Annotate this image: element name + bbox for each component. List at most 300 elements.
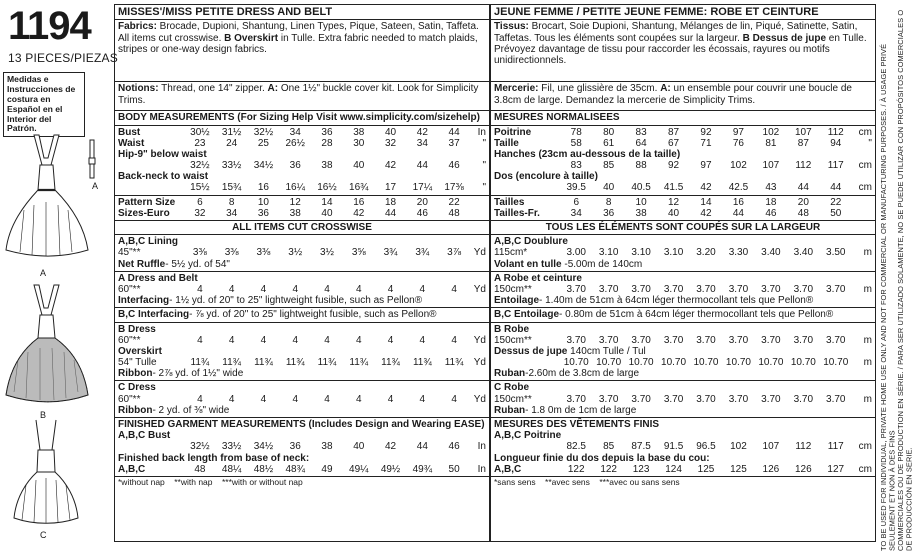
tailles-value: 8 [605, 196, 612, 208]
legal-notice: TO BE USED FOR INDIVIDUAL, PRIVATE HOME USE ONLY AND NOT FOR COMMERCIAL OR MANUFACTURING PURPOSES. / À USAGE PRIVÉ SEULEMENT ET NON À DES FINS COMMERCIALES OU DE PRODUCTION EN SÉRIE. / PARA SER UTILIZADO SOLAMENTE, NO SE PUEDE UTILIZAR CON PROPÓSITOS COMERCIALES O DE PRODUCCIÓN EN SERIE. [879, 9, 914, 551]
divider-line [115, 220, 489, 221]
b-dress-row-value: 4 [387, 334, 394, 346]
hanches-value: 97 [700, 160, 712, 172]
sizes-euro-value: 46 [416, 207, 428, 219]
abc-bust-row-label [118, 441, 184, 452]
abc-bust-row-unit: In [477, 441, 486, 453]
bust-value: 32½ [253, 126, 274, 138]
b-robe-row-value: 3.70 [826, 334, 846, 346]
back-value: 17¼ [412, 182, 433, 194]
abc-poitrine: A,B,C Poitrine [494, 430, 562, 442]
divider-line [491, 195, 875, 196]
hanches-value: 83 [570, 160, 582, 172]
hanches-value: 88 [635, 160, 647, 172]
tailles-value: 16 [732, 196, 744, 208]
dos-value: 40 [603, 182, 615, 194]
abc-lining-row-unit: Yd [473, 247, 486, 259]
abc-doublure-row-value: 3.50 [826, 247, 846, 259]
waist-value: 32 [384, 137, 397, 149]
view-c-dress-sketch [14, 420, 78, 523]
a-robe-row-value: 3.70 [826, 283, 846, 295]
c-robe-row-value: 3.70 [663, 393, 684, 405]
c-dress-row-value: 4 [419, 393, 426, 405]
b-dress-row-value: 4 [355, 334, 362, 346]
dos-value: 39.5 [566, 182, 586, 194]
divider-line [115, 307, 489, 308]
volant-label: Volant en tulle [494, 258, 562, 270]
a-dress-row-value: 4 [387, 283, 394, 295]
a-robe-row-value: 3.70 [631, 283, 651, 295]
back-value: 15½ [190, 182, 210, 194]
bust-label: Bust [118, 126, 141, 138]
overskirt-row-value: 11¾ [444, 357, 464, 369]
sizes-euro-value: 40 [321, 207, 333, 219]
hanches-value: 112 [795, 160, 812, 172]
english-panel [114, 4, 490, 542]
back-value: 16 [257, 182, 269, 194]
abc-poitrine-row-value: 87.5 [631, 441, 651, 453]
overskirt: Overskirt [118, 345, 162, 357]
view-a-dress-sketch [6, 135, 88, 256]
b-dress-row-unit: Yd [473, 334, 486, 346]
tailles-fr-value: 42 [700, 207, 712, 219]
fabrics-info [115, 20, 489, 82]
back-length-row-value: 49 [321, 463, 333, 475]
b-robe-row-value: 3.70 [728, 334, 749, 346]
divider-line [115, 195, 489, 196]
c-robe-row-value: 3.70 [728, 393, 749, 405]
c-dress-row-value: 4 [260, 393, 267, 405]
b-dress-row-value: 4 [419, 334, 426, 346]
dessus-row-value: 10.70 [725, 357, 751, 369]
tailles-label: Tailles [494, 196, 525, 208]
sizes-euro-unit [470, 208, 486, 219]
entoilage-label: Entoilage [494, 295, 540, 307]
dessus-label: Dessus de jupe [494, 345, 568, 357]
back-value: 16¾ [349, 182, 369, 194]
hip-unit: " [482, 160, 486, 172]
a-robe-row-value: 3.70 [598, 283, 619, 295]
longueur-row-value: 122 [567, 463, 585, 475]
c-robe-row-value: 3.70 [631, 393, 651, 405]
a-dress-row-value: 4 [324, 283, 330, 295]
finished-title: FINISHED GARMENT MEASUREMENTS (Includes Design and Wearing EASE) [118, 419, 485, 430]
abc-bust-row-value: 40 [353, 441, 365, 453]
waist-value: 34 [416, 137, 428, 149]
hanches-value: 85 [603, 160, 615, 172]
abc-poitrine-row-value: 96.5 [696, 441, 716, 453]
waist-value: 30 [353, 137, 365, 149]
abc-poitrine-row-value: 82.5 [566, 441, 586, 453]
longueur-row-value: 126 [794, 463, 812, 475]
c-dress-row-value: 4 [197, 393, 203, 405]
taille-value: 71 [700, 137, 712, 149]
longueur-row-value: 125 [697, 463, 715, 475]
overskirt-row-value: 11¾ [412, 357, 432, 369]
view-label-c: C [40, 530, 47, 540]
tailles-value: 18 [765, 196, 777, 208]
divider-line [115, 380, 489, 381]
abc-lining-row-value: 3¾ [383, 247, 398, 259]
fr-cut-header: TOUS LES ÉLÉMENTS SONT COUPÉS SUR LA LARGEUR [545, 222, 821, 233]
overskirt-row-value: 11¾ [254, 357, 273, 369]
taille-label: Taille [494, 137, 519, 149]
back-value: 16¼ [285, 182, 305, 194]
ribbon-c-label: Ribbon [118, 404, 153, 416]
dessus-row-value: 10.70 [661, 357, 687, 369]
b-robe-row-value: 3.70 [566, 334, 586, 346]
abc-doublure-row-label: 115cm* [494, 247, 528, 259]
abc-poitrine-row-value: 91.5 [663, 441, 684, 453]
c-robe-row-value: 3.70 [826, 393, 846, 405]
dos-value: 42.5 [728, 182, 749, 194]
overskirt-row-value: 11¾ [317, 357, 337, 369]
tissus-text: Brocart, Soie Dupioni, Shantung, Mélanges de lin, Piqué, Satinette, Satin, Taffetas. Tous les éléments sont coupées sur la largeur. [494, 21, 858, 44]
abc-bust-row-value: 34½ [253, 441, 274, 453]
divider-line [491, 271, 875, 272]
pattern-size-value: 12 [289, 196, 301, 208]
entoilage-text: - 1.40m de 51cm à 64cm léger thermocollant tels que Pellon® [539, 295, 814, 307]
view-label-a: A [40, 268, 47, 278]
dessus-row-value: 10.70 [628, 357, 654, 369]
bust-value: 31½ [221, 126, 242, 138]
divider-line [491, 307, 875, 308]
divider-line [491, 322, 875, 323]
back-length-row-value: 48¼ [221, 463, 242, 475]
dos-value: 44 [797, 182, 809, 194]
b-dress-row-value: 4 [197, 334, 203, 346]
a-robe-row-value: 3.70 [793, 283, 814, 295]
dos-value: 44 [830, 182, 842, 194]
abc-lining-row-value: 3⅜ [192, 247, 207, 259]
a-robe-row-value: 3.70 [566, 283, 586, 295]
english-title: MISSES'/MISS PETITE DRESS AND BELT [115, 5, 489, 20]
abc-doublure-row-value: 3.10 [598, 247, 619, 259]
hip-value: 32½ [190, 160, 210, 172]
ruban-c [494, 405, 872, 416]
tailles-fr-value: 46 [765, 207, 777, 219]
waist-value: 28 [321, 137, 333, 149]
longueur-row-value: 127 [827, 463, 845, 475]
waist-value: 26½ [285, 137, 305, 149]
b-dress: B Dress [118, 323, 156, 335]
poitrine-value: 80 [603, 126, 615, 138]
abc-lining-row-value: 3½ [320, 247, 334, 259]
a-robe-row-value: 3.70 [663, 283, 684, 295]
waist-value: 24 [226, 137, 238, 149]
interfacing [118, 295, 486, 306]
b-robe: B Robe [494, 323, 529, 335]
longueur: Longueur finie du dos depuis la base du cou: [494, 452, 710, 464]
bc-entoilage-text: - 0.80m de 51cm à 64cm léger thermocollant tels que Pellon® [559, 309, 834, 321]
a-dress-row-value: 4 [355, 283, 362, 295]
footnote: *without nap **with nap ***with or without nap [118, 476, 303, 487]
french-panel [490, 4, 876, 542]
a-dress-row-value: 4 [197, 283, 203, 295]
hanches-label: Hanches (23cm au-dessous de la taille) [494, 148, 681, 160]
abc-doublure: A,B,C Doublure [494, 236, 568, 248]
a-dress-row-value: 4 [419, 283, 426, 295]
abc-doublure-row-value: 3.10 [663, 247, 684, 259]
pattern-size-value: 20 [416, 196, 428, 208]
sizes-euro-value: 48 [448, 207, 460, 219]
c-dress: C Dress [118, 382, 156, 394]
poitrine-value: 107 [794, 126, 812, 138]
abc-doublure-row-value: 3.00 [566, 247, 586, 259]
interfacing-label: Interfacing [118, 295, 170, 307]
view-b-dress-sketch [6, 285, 88, 402]
ribbon-b-text: - 2⅞ yd. of 1½" wide [152, 368, 244, 380]
bc-interfacing-label: B,C Interfacing [118, 309, 190, 321]
dessus-row-value: 10.70 [563, 357, 589, 369]
pattern-size-value: 16 [353, 196, 365, 208]
tissus-dessus: B Dessus de jupe [742, 32, 827, 44]
back-length-row-value: 48 [194, 463, 206, 475]
net-ruffle-label: Net Ruffle [118, 258, 166, 270]
abc-poitrine-row-label [494, 441, 560, 452]
poitrine-value: 112 [827, 126, 844, 138]
c-robe-row-value: 3.70 [696, 393, 716, 405]
pattern-number: 1194 [8, 4, 91, 48]
back-length-row-value: 48½ [253, 463, 274, 475]
back-length-row-value: 48¾ [285, 463, 305, 475]
longueur-row-unit: cm [858, 463, 872, 475]
hip-value: 40 [353, 160, 365, 172]
c-robe: C Robe [494, 382, 529, 394]
abc-poitrine-row-value: 85 [603, 441, 615, 453]
a-dress-row-label: 60"** [118, 283, 141, 295]
hanches-value: 102 [730, 160, 747, 172]
waist-value: 23 [194, 137, 206, 149]
c-robe-row-value: 3.70 [761, 393, 781, 405]
view-label-b: B [40, 410, 47, 420]
bc-interfacing [118, 309, 486, 320]
longueur-row-value: 125 [730, 463, 747, 475]
sizes-euro-value: 42 [353, 207, 365, 219]
sizes-euro-value: 44 [384, 207, 397, 219]
taille-value: 94 [830, 137, 842, 149]
tailles-fr-label: Tailles-Fr. [494, 207, 540, 219]
mercerie-info [491, 82, 875, 111]
longueur-row-value: 124 [665, 463, 682, 475]
view-label-a-belt: A [92, 181, 99, 191]
abc-lining-row-value: 3⅜ [224, 247, 239, 259]
hip-value: 46 [448, 160, 460, 172]
pattern-size-unit [470, 197, 486, 208]
spanish-note: Medidas e Instrucciones de costura en Español en el Interior del Patrón. [3, 72, 85, 137]
b-dress-row-value: 4 [228, 334, 235, 346]
hip-value: 33½ [221, 160, 242, 172]
hanches-value: 92 [667, 160, 680, 172]
abc-bust-row-value: 46 [448, 441, 460, 453]
a-dress: A Dress and Belt [118, 272, 198, 284]
a-dress-row-value: 4 [260, 283, 267, 295]
abc-bust-row-value: 38 [321, 441, 333, 453]
a-dress-row-unit: Yd [473, 283, 486, 295]
dos-label [494, 182, 560, 193]
tailles-value: 6 [573, 196, 579, 208]
dessus-row-label [494, 357, 560, 368]
ribbon-c-text: - 2 yd. of ⅜" wide [152, 404, 230, 416]
tailles-value: 22 [830, 196, 842, 208]
mesures-table [491, 126, 875, 489]
tailles-value: 12 [667, 196, 680, 208]
a-robe-row-value: 3.70 [696, 283, 716, 295]
c-robe-row-unit: m [863, 393, 872, 405]
cut-header: ALL ITEMS CUT CROSSWISE [232, 222, 372, 233]
dos-value: 43 [765, 182, 777, 194]
b-robe-row-value: 3.70 [696, 334, 716, 346]
taille-value: 87 [797, 137, 809, 149]
back-length-row-label: A,B,C [118, 463, 146, 475]
b-dress-row-value: 4 [324, 334, 330, 346]
divider-line [491, 417, 875, 418]
fabrics-overskirt: B Overskirt [224, 32, 279, 44]
b-dress-row-label: 60"** [118, 334, 141, 346]
hip-value: 34½ [253, 160, 274, 172]
ruban-b-text: -2.60m de 3.8cm de large [525, 368, 640, 380]
tailles-fr-value: 40 [667, 207, 680, 219]
dos-value: 40.5 [631, 182, 651, 194]
volant [494, 259, 872, 270]
b-dress-row-value: 4 [451, 334, 457, 346]
abc-lining-row-value: 3⅝ [351, 247, 366, 259]
dessus-row-value: 10.70 [596, 357, 622, 369]
waist-label: Waist [118, 137, 145, 149]
poitrine-label: Poitrine [494, 126, 532, 138]
hanches-label [494, 160, 560, 171]
abc-doublure-row-unit: m [863, 247, 872, 259]
mercerie-a: A: [660, 83, 671, 95]
bust-value: 36 [321, 126, 333, 138]
back-length: Finished back length from base of neck: [118, 452, 310, 464]
abc-lining-row-label: 45"** [118, 247, 141, 259]
abc-doublure-row-value: 3.40 [761, 247, 781, 259]
b-robe-row-value: 3.70 [663, 334, 684, 346]
french-title: JEUNE FEMME / PETITE JEUNE FEMME: ROBE ET CEINTURE [491, 5, 875, 20]
c-robe-row-value: 3.70 [793, 393, 814, 405]
b-dress-row-value: 4 [292, 334, 298, 346]
tailles-fr-value: 38 [635, 207, 647, 219]
mercerie-label: Mercerie: [494, 83, 539, 95]
bust-value: 38 [353, 126, 365, 138]
ribbon-c [118, 405, 486, 416]
back-length-row-unit: In [477, 463, 486, 475]
ribbon-b-label: Ribbon [118, 368, 153, 380]
c-dress-row-unit: Yd [473, 393, 486, 405]
abc-poitrine-row-value: 112 [795, 441, 812, 453]
dessus-row-value: 10.70 [823, 357, 849, 369]
abc-lining-row-value: 3½ [288, 247, 303, 259]
back-label [118, 182, 184, 193]
abc-doublure-row-value: 3.40 [793, 247, 814, 259]
tailles-value: 20 [797, 196, 809, 208]
a-robe-row-value: 3.70 [761, 283, 781, 295]
overskirt-row-label: 54" Tulle [118, 357, 157, 369]
divider-line [491, 380, 875, 381]
a-robe-row-unit: m [863, 283, 872, 295]
poitrine-value: 78 [570, 126, 582, 138]
finis-title: MESURES DES VÊTEMENTS FINIS [494, 419, 660, 430]
ruban-c-text: - 1.8 0m de 1cm de large [525, 404, 637, 416]
tailles-fr-value: 36 [603, 207, 615, 219]
hanches-value: 107 [762, 160, 780, 172]
poitrine-value: 83 [635, 126, 647, 138]
a-robe-row-value: 3.70 [728, 283, 749, 295]
dos-label: Dos (encolure à taille) [494, 171, 598, 183]
fabrics-label: Fabrics: [118, 21, 157, 33]
c-robe-row-value: 3.70 [566, 393, 586, 405]
tailles-value: 10 [635, 196, 647, 208]
overskirt-row-value: 11¾ [222, 357, 242, 369]
a-dress-row-value: 4 [292, 283, 298, 295]
tailles-fr-value: 44 [732, 207, 744, 219]
abc-doublure-row-value: 3.30 [728, 247, 749, 259]
hip-value: 42 [384, 160, 397, 172]
pattern-size-value: 18 [384, 196, 397, 208]
overskirt-row-unit: Yd [473, 357, 486, 369]
c-dress-row-value: 4 [292, 393, 298, 405]
hip-label [118, 160, 184, 171]
longueur-row-value: 123 [632, 463, 650, 475]
overskirt-row-value: 11¾ [285, 357, 305, 369]
waist-unit: " [482, 137, 486, 149]
back-label: Back-neck to waist [118, 171, 209, 183]
notions-text-2: One 1½" buckle cover kit. Look for Simplicity Trims. [118, 83, 479, 106]
taille-value: 58 [570, 137, 582, 149]
poitrine-value: 92 [700, 126, 712, 138]
dessus-row-unit: m [863, 357, 872, 369]
tissus-info [491, 20, 875, 82]
view-a-belt-sketch [89, 140, 95, 178]
b-robe-row-value: 3.70 [793, 334, 814, 346]
c-dress-row-value: 4 [228, 393, 235, 405]
bust-value: 44 [448, 126, 460, 138]
c-dress-row-label: 60"** [118, 393, 141, 405]
divider-line [491, 234, 875, 235]
abc-poitrine-row-value: 102 [730, 441, 747, 453]
poitrine-value: 102 [762, 126, 780, 138]
longueur-row-value: 122 [600, 463, 617, 475]
pattern-size-value: 22 [448, 196, 460, 208]
abc-bust-row-value: 36 [289, 441, 301, 453]
pattern-size-label: Pattern Size [118, 196, 176, 208]
hanches-value: 117 [827, 160, 844, 172]
tailles-unit [852, 197, 872, 208]
overskirt-row-value: 11¾ [381, 357, 400, 369]
pattern-size-value: 10 [257, 196, 269, 208]
b-robe-row-value: 3.70 [598, 334, 619, 346]
bust-value: 40 [384, 126, 397, 138]
abc-lining: A,B,C Lining [118, 236, 178, 248]
abc-bust-row-value: 42 [384, 441, 397, 453]
divider-line [115, 234, 489, 235]
interfacing-text: - 1½ yd. of 20" to 25" lightweight fusible, such as Pellon® [169, 295, 423, 307]
taille-value: 76 [732, 137, 744, 149]
garment-sketches [4, 120, 99, 530]
mercerie-text-2: un ensemble pour couvrir une boucle de 3.8cm de large. Demandez la mercerie de Simplicity Trims. [494, 83, 852, 106]
c-dress-row-value: 4 [387, 393, 394, 405]
b-robe-row-unit: m [863, 334, 872, 346]
notions-text: Thread, one 14" zipper. [158, 83, 268, 95]
notions-a: A: [267, 83, 279, 95]
c-robe-row-label: 150cm** [494, 393, 532, 405]
bust-value: 34 [289, 126, 301, 138]
bust-unit: In [477, 126, 486, 138]
abc-doublure-row-value: 3.20 [696, 247, 716, 259]
b-robe-row-value: 3.70 [761, 334, 781, 346]
tailles-fr-value: 48 [797, 207, 809, 219]
